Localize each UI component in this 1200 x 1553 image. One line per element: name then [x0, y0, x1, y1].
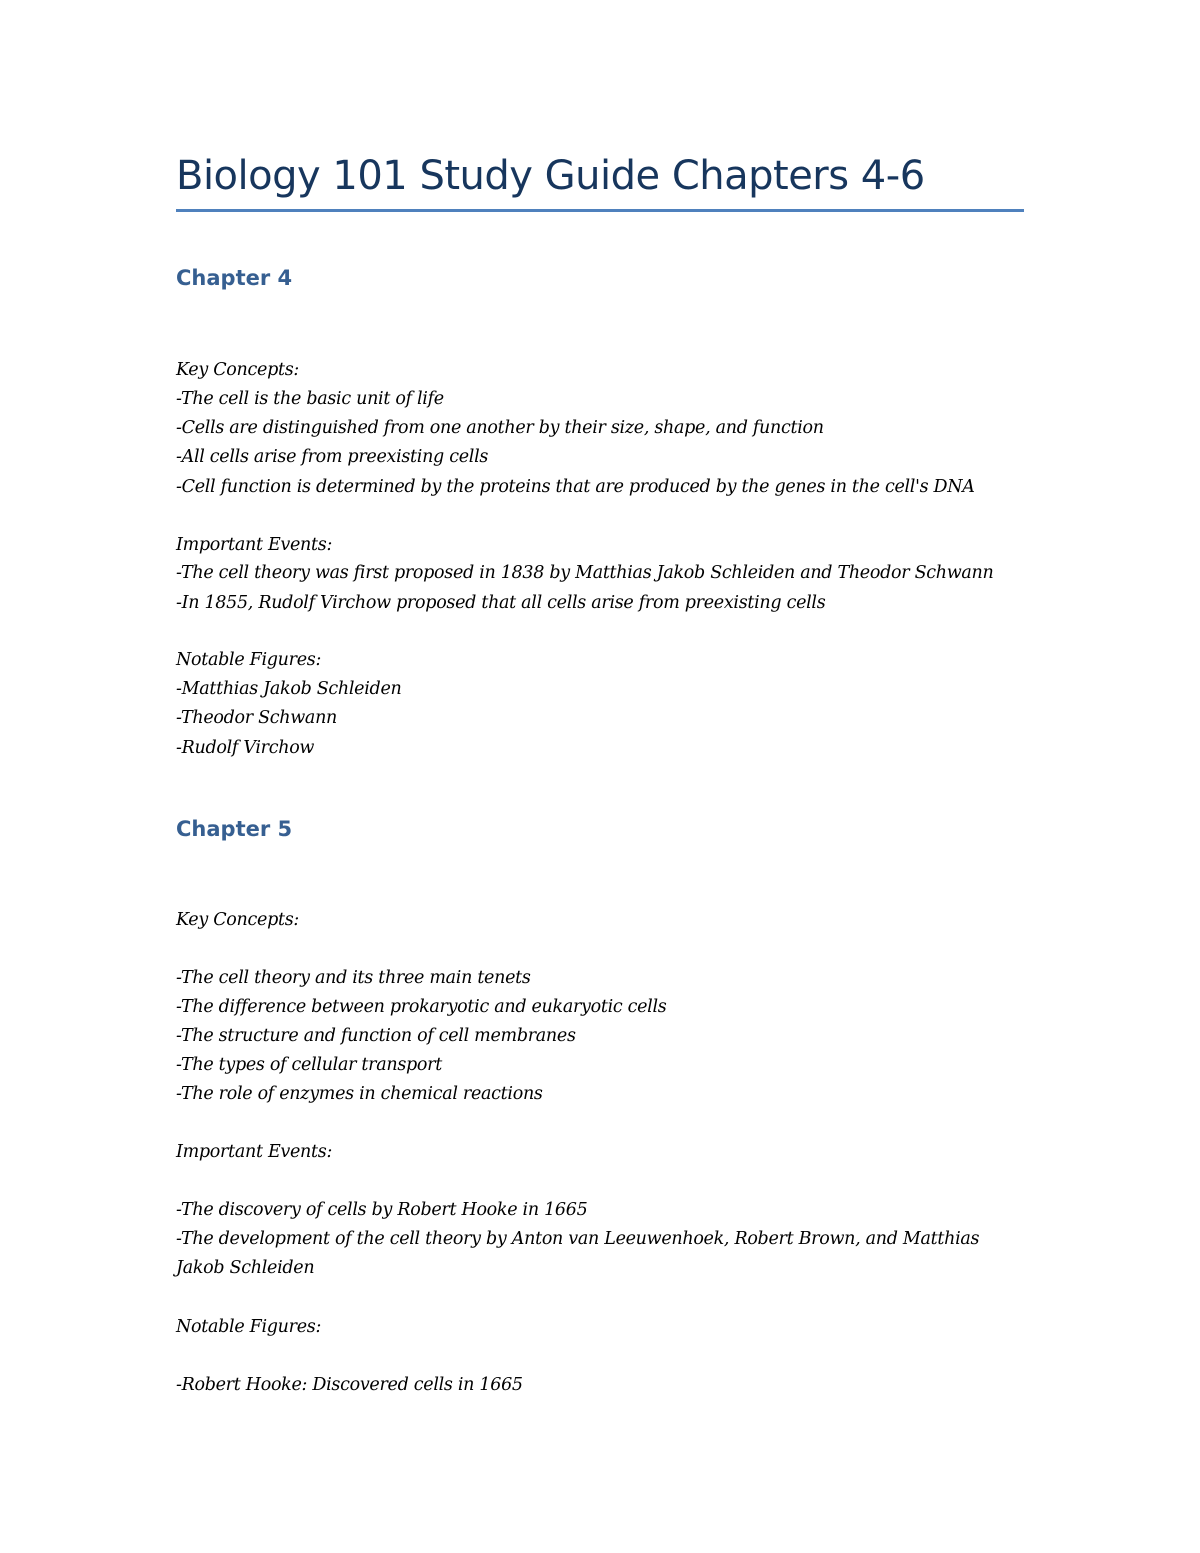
chapter-4-figure: -Rudolf Virchow: [176, 738, 315, 758]
chapter-5-key-concept: -The cell theory and its three main tenets: [176, 968, 531, 988]
chapter-5-key-concept: -The types of cellular transport: [176, 1055, 442, 1075]
title-underline: [176, 209, 1024, 212]
chapter-4-event: -The cell theory was first proposed in 1838 by Matthias Jakob Schleiden and Theodor Schwann: [176, 563, 994, 583]
chapter-4-figure: -Theodor Schwann: [176, 708, 338, 728]
chapter-5-event-continued: Jakob Schleiden: [176, 1258, 315, 1278]
chapter-5-events-label: Important Events:: [176, 1142, 333, 1162]
chapter-4-key-concept: -The cell is the basic unit of life: [176, 389, 444, 409]
chapter-5-event: -The discovery of cells by Robert Hooke in 1665: [176, 1200, 588, 1220]
chapter-5-figure: -Robert Hooke: Discovered cells in 1665: [176, 1375, 523, 1395]
chapter-4-figure: -Matthias Jakob Schleiden: [176, 679, 402, 699]
chapter-5-key-concept: -The structure and function of cell membranes: [176, 1026, 576, 1046]
chapter-4-event: -In 1855, Rudolf Virchow proposed that all cells arise from preexisting cells: [176, 593, 826, 613]
chapter-4-key-concept: -Cell function is determined by the proteins that are produced by the genes in the cell's DNA: [176, 477, 975, 497]
chapter-4-figures-label: Notable Figures:: [176, 650, 322, 670]
chapter-4-key-concepts-label: Key Concepts:: [176, 360, 299, 380]
chapter-5-event: -The development of the cell theory by Anton van Leeuwenhoek, Robert Brown, and Matthias: [176, 1229, 980, 1249]
chapter-5-key-concept: -The role of enzymes in chemical reactions: [176, 1084, 543, 1104]
chapter-4-heading: Chapter 4: [176, 266, 293, 290]
chapter-5-figures-label: Notable Figures:: [176, 1317, 322, 1337]
chapter-4-key-concept: -Cells are distinguished from one another by their size, shape, and function: [176, 418, 824, 438]
chapter-4-events-label: Important Events:: [176, 535, 333, 555]
chapter-5-key-concepts-label: Key Concepts:: [176, 910, 299, 930]
chapter-5-heading: Chapter 5: [176, 817, 293, 841]
chapter-4-key-concept: -All cells arise from preexisting cells: [176, 447, 489, 467]
chapter-5-key-concept: -The difference between prokaryotic and eukaryotic cells: [176, 997, 667, 1017]
document-title: Biology 101 Study Guide Chapters 4-6: [176, 153, 925, 199]
